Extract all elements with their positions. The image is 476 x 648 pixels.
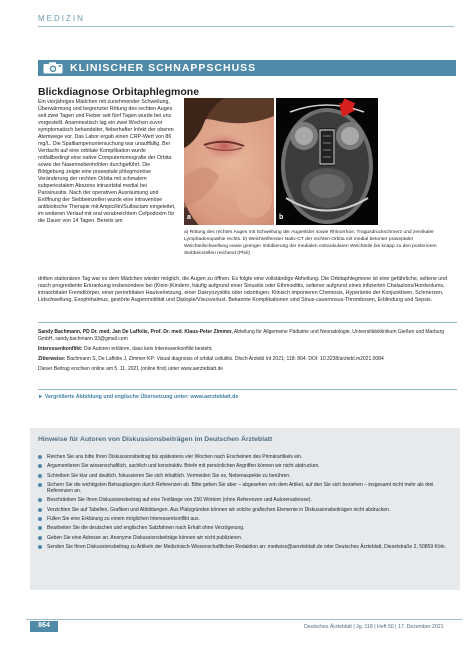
citation-text: Bachmann S, De Laffolie J, Zimmer KP: Visual diagnosis of orbital cellulitis. Dtsch Arztebl Int 2021; 118: 864. DOI: 10.3238/arztebl.m2021.0084 <box>65 356 384 362</box>
list-item: Senden Sie Ihren Diskussionsbeitrag zu Artikeln der Medizinisch-Wissenschaftlichen Redaktion an: medwiss@aerzteblatt.de oder Deutsches Ärzteblatt, Dieselstraße 2, 50859 Köln. <box>38 544 453 550</box>
panel-label-a: a <box>187 214 191 221</box>
footer-issue: Heft 50 <box>376 624 394 630</box>
guidelines-list <box>38 454 453 553</box>
guidelines-title: Hinweise für Autoren von Diskussionsbeiträgen im Deutschen Ärzteblatt <box>38 436 273 443</box>
bullet-icon <box>38 483 42 487</box>
section-banner <box>38 60 456 76</box>
child-face-photo <box>184 98 274 225</box>
red-arrow-icon <box>336 98 356 120</box>
article-full-text: dritten stationären Tag war es dem Mädchen wieder möglich, die Augen zu öffnen. Es folgte eine vollständige Abheilung. Die Orbitaphlegmone ist eine gefährliche, seltene und rasch progrediente Erkrankung insbesondere bei (Klein-)Kindern, häufig aufgrund einer Sinusitis oder Ethmoiditis, seltener aufgrund eines infizierten Chalazions/Hordeolums, intraorbitaler Fremdkörper, einer periorbitalen Hautverletzung, einer Dakryozystitis oder odontogen. Klinisch imponieren Chemosis, Hyperämie der Konjunktiven, Schmerzen, Lidschwellung, Exophthalmus, gestörte Augenmotilität und Diplopie/Visusverlust. Bekannte Komplikationen sind Sinus-cavernosus-Thrombosen, Erblindung und Sepsis. <box>38 276 448 303</box>
interest-label: Interessenkonflikt: <box>38 346 83 352</box>
list-item: Geben Sie eine Adresse an. Anonyme Diskussionsbeiträge können wir nicht publizieren. <box>38 535 453 541</box>
citation-line <box>38 356 457 363</box>
citation-label: Zitierweise: <box>38 356 66 362</box>
interest-text: Die Autoren erklären, dass kein Interessenkonflikt besteht. <box>82 346 213 352</box>
ct-scan-panel-b <box>276 98 378 225</box>
bullet-icon <box>38 517 42 521</box>
bullet-icon <box>38 526 42 530</box>
list-item: Beschränken Sie Ihren Diskussionsbeitrag auf eine Textlänge von 250 Wörtern (ohne Referenzen und Autorenadresse). <box>38 497 453 503</box>
article-column-text: Ein vierjähriges Mädchen mit zunehmender Schwellung, Überwärmung und begrenzter Rötung des rechten Auges seit zwei Tagen und Fieber seit fünf Tagen wurde bei uns vorgestellt. Anamnestisch lag ein zwei Wochen zuvor symptomatisch behandelter, fieberhafter Infekt der oberen Atemwege vor. Das Labor ergab einen CRP-Wert von 86 mg/L. Die Spaltlampenuntersuchung war unauffällig. Bei Verdacht auf eine orbitale Komplikation wurde notfallbedingt eine native Computertomografie der Orbita sowie der Nasennebenhöhlen durchgeführt. Die Bildgebung zeigte eine praseptale phlegmonöse Veränderung der rechten Orbita mit schmalem subperiostalem Abszess intraorbital medial bei Pansinusitis. Nach der operativen Ausräumung und Eröffnung der Siebbeinzellen wurde eine intravenöse antibiotische Therapie mit Ampicillin/Sulbactam eingeleitet, im weiteren Verlauf mit oral verabreichtem Cefpodoxim für die Dauer von 14 Tagen. Bereits am <box>38 99 176 224</box>
authors-line <box>38 329 457 343</box>
footer-volume: Jg. 118 <box>356 624 373 630</box>
ct-scan-image <box>276 98 378 225</box>
footer-rule <box>26 619 462 620</box>
list-item: Argumentieren Sie wissenschaftlich, sachlich und konstruktiv. Briefe mit persönlichen Angriffen können wir nicht abdrucken. <box>38 463 453 469</box>
list-item: Schreiben Sie klar und deutlich, fokussieren Sie sich inhaltlich. Vermeiden Sie es, Nebenaspekte zu berühren. <box>38 473 453 479</box>
page-number-box <box>30 621 58 632</box>
top-rule <box>38 26 454 27</box>
clinical-photo-panel-a <box>184 98 274 225</box>
footer-journal-info: Deutsches Ärzteblatt | Jg. 118 | Heft 50 | 17. Dezember 2021 <box>304 624 444 630</box>
banner-title: KLINISCHER SCHNAPPSCHUSS <box>70 62 257 74</box>
panel-label-b: b <box>279 214 284 221</box>
divider <box>38 389 457 390</box>
list-item: Reichen Sie uns bitte Ihren Diskussionsbeitrag bis spätestens vier Wochen nach Erscheinen des Primärartikels ein. <box>38 454 453 460</box>
bullet-icon <box>38 508 42 512</box>
bullet-icon <box>38 545 42 549</box>
divider <box>38 322 457 323</box>
figure-caption: a) Rötung des rechten Auges mit Schwellung der Augenlider sowie Rhinorrhoe, Tragusdruckschmerz und zervikaler Lymphadenopathie rechts. b) Weichteilfenster Nativ-CT der rechten Orbita mit medial betonter praseptaler Weichteilschwellung sowie geringer Imbibierung der medialen extraokularen Weichteile bis knapp zu den posterioren Siebbeinzellen reichend (Pfeil) <box>184 230 437 256</box>
authors-affiliation: Abteilung für Allgemeine Pädiatrie und Neonatologie, Universitätsklinikum Gießen und Marburg GmbH, sandy.bachmann.93@gmail.com <box>38 329 445 342</box>
bullet-icon <box>38 498 42 502</box>
footer-journal: Deutsches Ärzteblatt <box>304 624 352 630</box>
author-info <box>38 329 457 373</box>
bullet-icon <box>38 464 42 468</box>
list-item: Sichern Sie die wichtigsten Behauptungen durch Referenzen ab. Bitte geben Sie aber – abgesehen von dem Artikel, auf den Sie sich beziehen – insgesamt nicht mehr als drei Referenzen an. <box>38 482 453 494</box>
article-headline: Blickdiagnose Orbitaphlegmone <box>38 86 200 98</box>
footer-date: 17. Dezember 2021 <box>397 624 444 630</box>
bullet-icon <box>38 474 42 478</box>
list-item: Bearbeiten Sie die deutschen und englischen Satzfahnen nach Erhalt ohne Verzögerung. <box>38 525 453 531</box>
bullet-icon <box>38 455 42 459</box>
page-number: 864 <box>38 622 50 629</box>
list-item: Verzichten Sie auf Tabellen, Grafiken und Abbildungen. Aus Platzgründen können wir solche grafischen Elemente in Diskussionsbeiträgen nicht abdrucken. <box>38 507 453 513</box>
list-item: Füllen Sie eine Erklärung zu einem möglichen Interessenkonflikt aus. <box>38 516 453 522</box>
authors-names: Sandy Bachmann, PD Dr. med. Jan De Laffolie, Prof. Dr. med. Klaus-Peter Zimmer, <box>38 329 233 335</box>
author-guidelines-box <box>30 428 460 590</box>
section-label: MEDIZIN <box>38 14 85 23</box>
interest-line <box>38 346 457 353</box>
translation-link[interactable]: ► Vergrößerte Abbildung und englische Übersetzung unter: www.aerzteblatt.de <box>38 394 239 400</box>
online-note: Dieser Beitrag erschien online am 5. 11. 2021 (online first) unter www.aerzteblatt.de <box>38 366 224 372</box>
camera-icon <box>43 62 63 74</box>
bullet-icon <box>38 536 42 540</box>
